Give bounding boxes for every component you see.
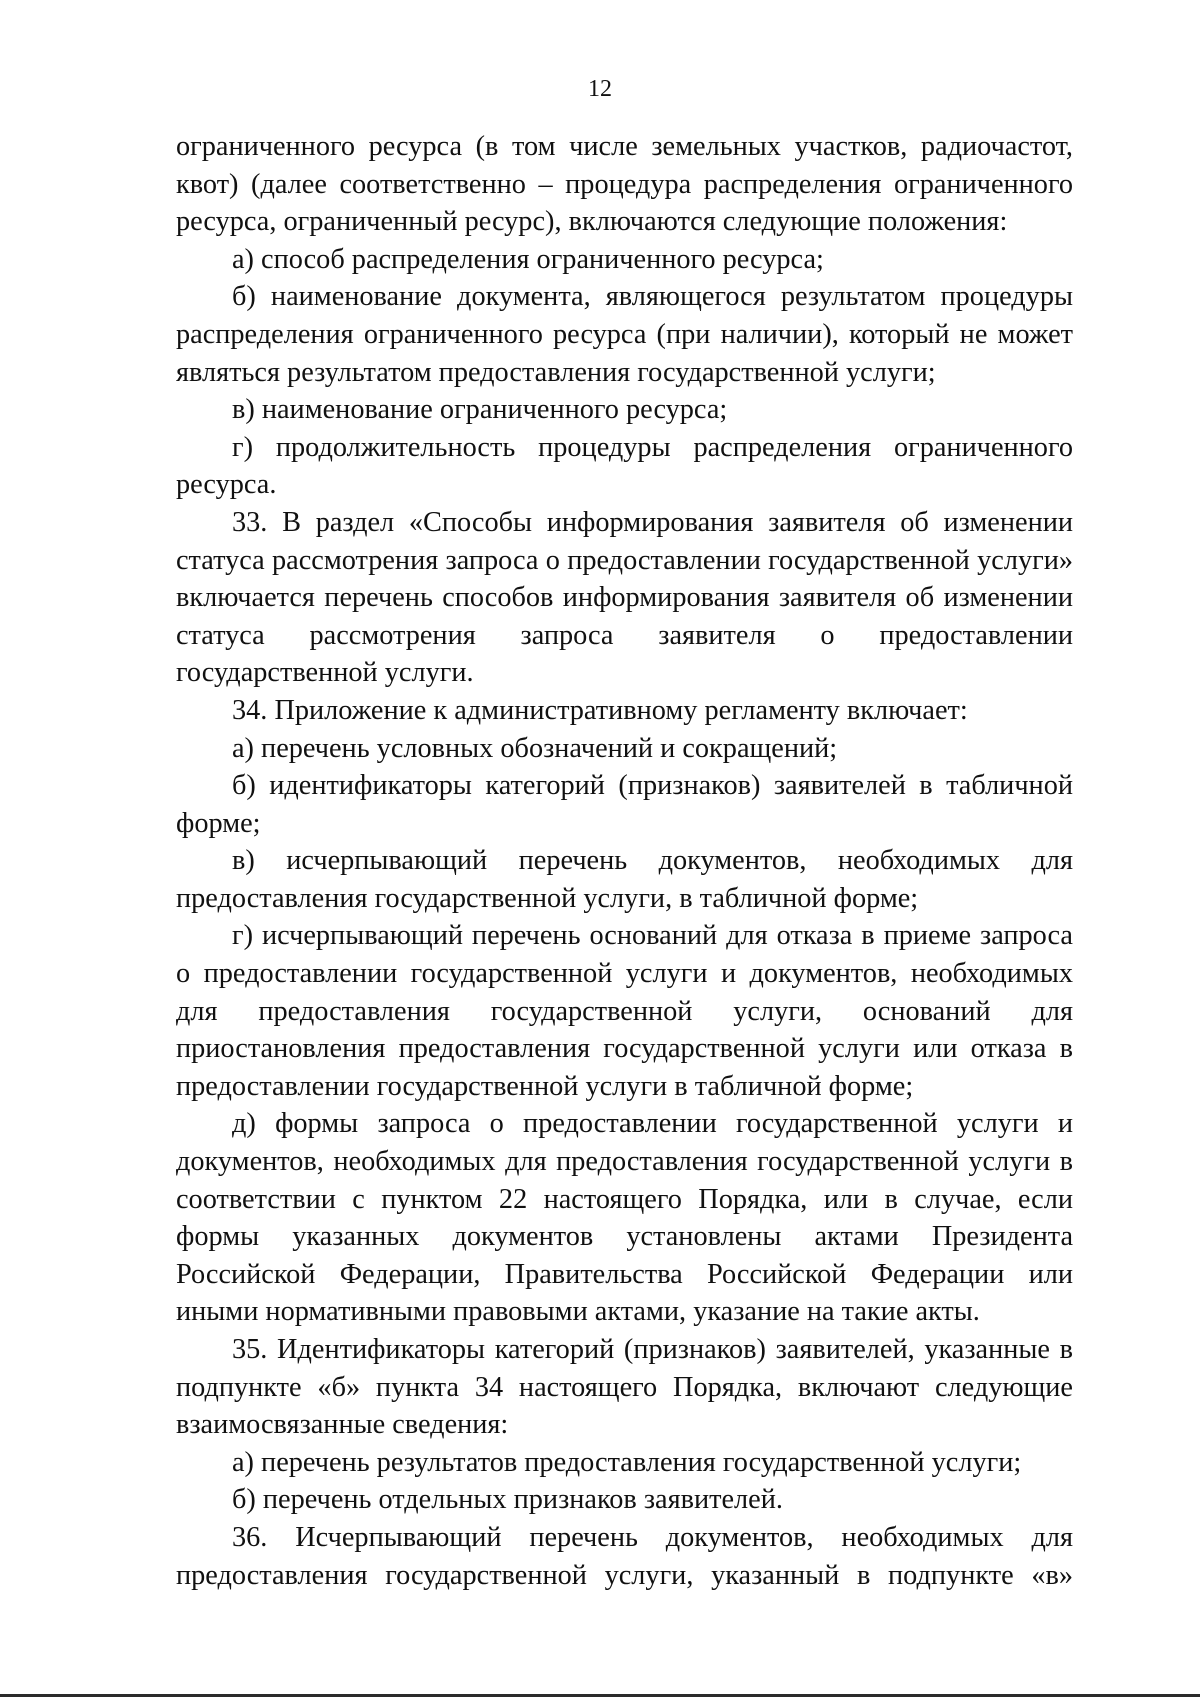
paragraph-item-b: б) наименование документа, являющегося результатом процедуры распределения ограниченного ресурса (при наличии), который не может являться результатом предоставления государственной услуги;	[176, 281, 1073, 388]
paragraph-36: 36. Исчерпывающий перечень документов, необходимых для предоставления государственной услуги, указанный в подпункте «в»	[176, 1521, 1073, 1591]
paragraph-34-item-d: д) формы запроса о предоставлении государственной услуги и документов, необходимых для предоставления государственной услуги в соответствии с пунктом 22 настоящего Порядка, или в случае, если формы указанных документов установлены актами Президента Российской Федерации, Правительства Российской Федерации или иными нормативными правовыми актами, указание на такие акты.	[176, 1108, 1073, 1328]
paragraph-34-item-b: б) идентификаторы категорий (признаков) заявителей в табличной форме;	[176, 770, 1073, 839]
paragraph-item-v: в) наименование ограниченного ресурса;	[232, 394, 728, 426]
paragraph-35: 35. Идентификаторы категорий (признаков) заявителей, указанные в подпункте «б» пункта 34 настоящего Порядка, включают следующие взаимосвязанные сведения:	[176, 1334, 1073, 1441]
paragraph-35-item-b: б) перечень отдельных признаков заявителей.	[232, 1484, 783, 1516]
paragraph-35-item-a: а) перечень результатов предоставления государственной услуги;	[232, 1446, 1022, 1478]
paragraph-item-g: г) продолжительность процедуры распределения ограниченного ресурса.	[176, 431, 1073, 501]
page-number: 12	[588, 76, 612, 102]
paragraph-34-item-a: а) перечень условных обозначений и сокращений;	[232, 732, 838, 764]
document-body	[176, 128, 1073, 1594]
paragraph-34-item-g: г) исчерпывающий перечень оснований для отказа в приеме запроса о предоставлении государственной услуги и документов, необходимых для предоставления государственной услуги, оснований для приостановления предоставления государственной услуги или отказа в предоставлении государственной услуги в табличной форме;	[176, 920, 1073, 1102]
paragraph-item-a: а) способ распределения ограниченного ресурса;	[232, 243, 824, 275]
paragraph-34-item-v: в) исчерпывающий перечень документов, необходимых для предоставления государственной услуги, в табличной форме;	[176, 845, 1073, 914]
paragraph-34: 34. Приложение к административному регламенту включает:	[232, 694, 968, 726]
paragraph-continuation: ограниченного ресурса (в том числе земельных участков, радиочастот, квот) (далее соответственно – процедура распределения ограниченного ресурса, ограниченный ресурс), включаются следующие положения:	[176, 131, 1073, 238]
paragraph-33: 33. В раздел «Способы информирования заявителя об изменении статуса рассмотрения запроса о предоставлении государственной услуги» включается перечень способов информирования заявителя об изменении статуса рассмотрения запроса заявителя о предоставлении государственной услуги.	[176, 506, 1073, 689]
page-bottom-edge	[0, 1694, 1200, 1697]
